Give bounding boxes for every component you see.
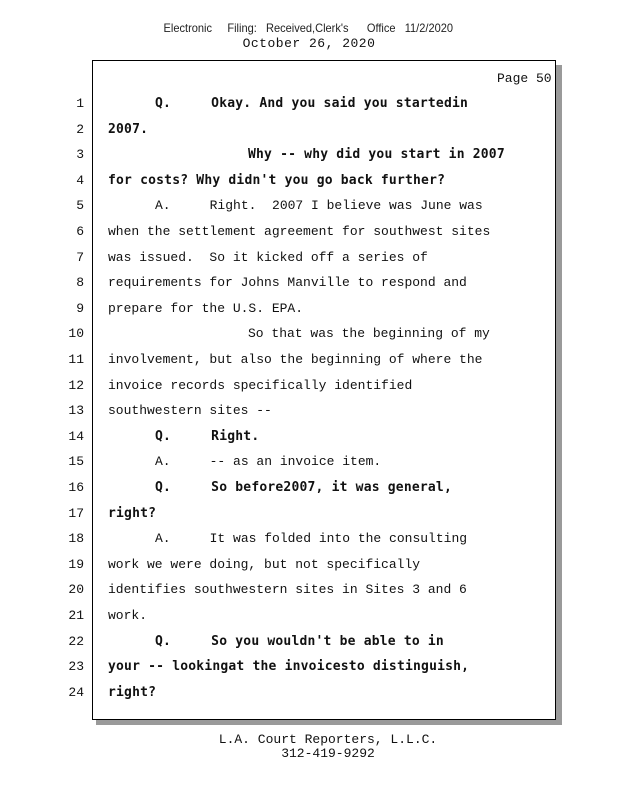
line-number: 4 [76,173,84,188]
transcript-line-text: for costs? Why didn't you go back further? [108,173,446,188]
line-number: 10 [68,326,84,341]
line-number: 19 [68,557,84,572]
line-number: 7 [76,250,84,265]
line-number: 15 [68,454,84,469]
line-number: 18 [68,531,84,546]
line-number: 3 [76,147,84,162]
transcript-line-text: A. -- as an invoice item. [155,454,382,469]
line-number: 16 [68,480,84,495]
transcript-line-text: southwestern sites -- [108,403,272,418]
line-number: 23 [68,659,84,674]
transcript-line-text: Q. Right. [155,429,260,444]
transcript-line-text: requirements for Johns Manville to respond and [108,275,467,290]
transcript-line-text: your -- lookingat the invoicesto distinguish, [108,659,470,674]
line-number: 13 [68,403,84,418]
line-number: 1 [76,96,84,111]
line-number: 11 [68,352,84,367]
filing-stamp: Electronic Filing: Received,Clerk's Office 11/2/2020 [163,21,454,35]
transcript-line-text: 2007. [108,122,149,137]
reporter-company: L.A. Court Reporters, L.L.C. [218,732,438,747]
transcript-line-text: work we were doing, but not specifically [108,557,421,572]
transcript-line-text: A. Right. 2007 I believe was June was [155,198,483,213]
transcript-line-text: right? [108,685,157,700]
transcript-line-text: when the settlement agreement for southwest sites [108,224,491,239]
transcript-line-text: A. It was folded into the consulting [155,531,468,546]
line-number: 6 [76,224,84,239]
line-number: 5 [76,198,84,213]
transcript-line-text: involvement, but also the beginning of where the [108,352,483,367]
transcript-line-text: Q. Okay. And you said you startedin [155,96,469,111]
transcript-line-text: was issued. So it kicked off a series of [108,250,428,265]
transcript-line-text: invoice records specifically identified [108,378,413,393]
transcript-line-text: Q. So you wouldn't be able to in [155,634,444,649]
transcript-line-text: prepare for the U.S. EPA. [108,301,304,316]
line-number: 21 [68,608,84,623]
transcript-date: October 26, 2020 [242,36,376,51]
transcript-line-text: Why -- why did you start in 2007 [248,147,505,162]
transcript-line-text: So that was the beginning of my [248,326,490,341]
line-number: 20 [68,582,84,597]
line-number: 24 [68,685,84,700]
page-number: Page 50 [497,71,552,86]
line-number: 17 [68,506,84,521]
transcript-line-text: right? [108,506,157,521]
line-number: 8 [76,275,84,290]
transcript-line-text: work. [108,608,148,623]
line-number: 14 [68,429,84,444]
transcript-line-text: Q. So before2007, it was general, [155,480,452,495]
reporter-phone: 312-419-9292 [281,746,375,761]
transcript-line-text: identifies southwestern sites in Sites 3 and 6 [108,582,467,597]
line-number: 12 [68,378,84,393]
line-number: 9 [76,301,84,316]
line-number: 2 [76,122,84,137]
line-number: 22 [68,634,84,649]
